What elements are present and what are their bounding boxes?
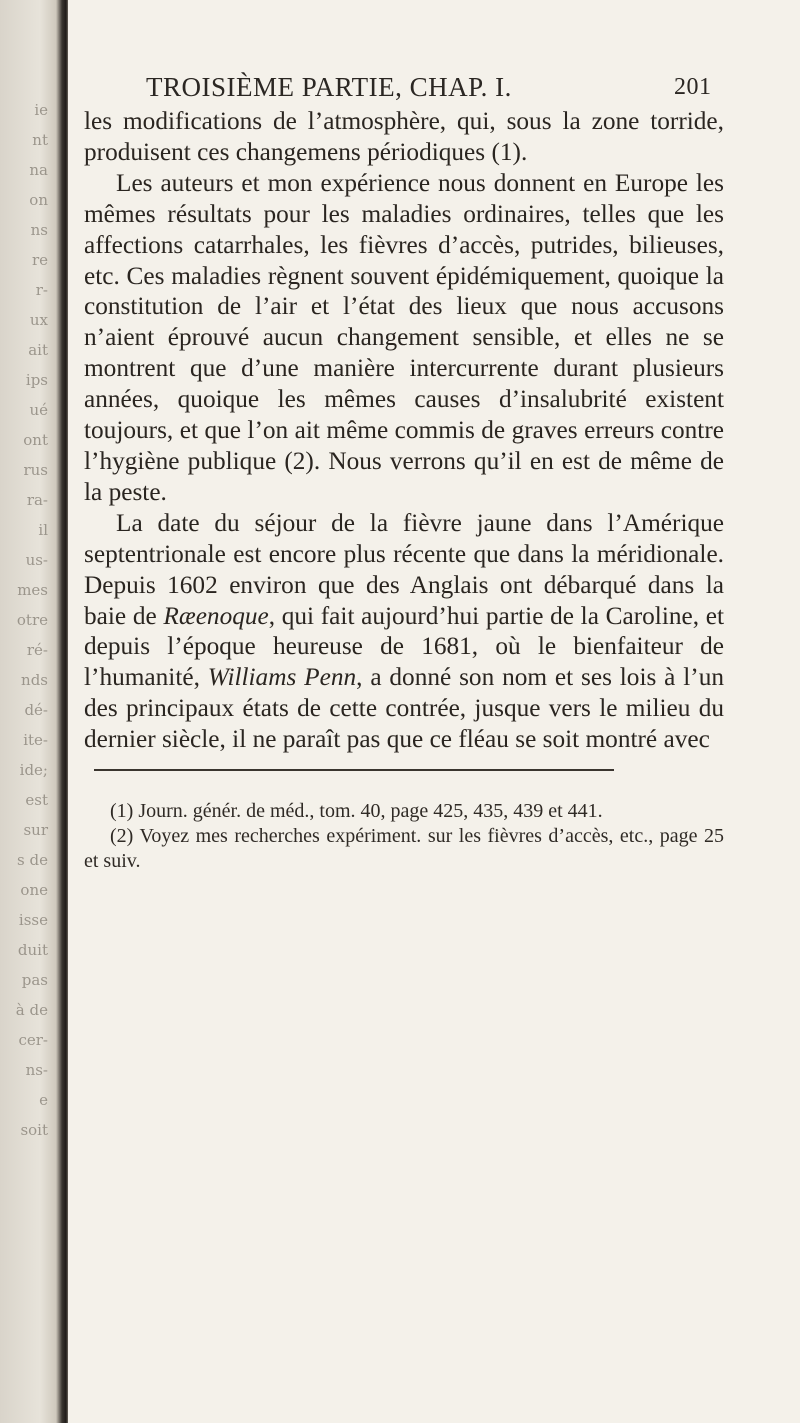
- bleed-fragment: ué: [29, 401, 48, 419]
- bleed-fragment: soit: [20, 1121, 48, 1139]
- bleed-fragment: ips: [25, 371, 48, 389]
- bleed-fragment: ite-: [23, 731, 48, 749]
- bleed-fragment: ont: [23, 431, 48, 449]
- book-page: [84, 70, 784, 874]
- bleed-fragment: s de: [17, 851, 48, 869]
- bleed-fragment: on: [29, 191, 48, 209]
- running-head-title: TROISIÈME PARTIE, CHAP. I.: [146, 72, 512, 102]
- bleed-fragment: na: [29, 161, 48, 179]
- bleed-fragment: e: [39, 1091, 48, 1109]
- text-run: les modifications de l’atmosphère, qui, sous la zone torride, produisent ces changemens périodiques (1).: [84, 107, 724, 166]
- bleed-through-text: [2, 95, 48, 1145]
- paragraph: [84, 168, 724, 508]
- bleed-fragment: il: [38, 521, 48, 539]
- footnote-rule: [94, 769, 614, 771]
- bleed-fragment: otre: [16, 611, 48, 629]
- bleed-fragment: pas: [21, 971, 48, 989]
- page-number: 201: [674, 74, 712, 100]
- bleed-fragment: est: [25, 791, 48, 809]
- bleed-fragment: duit: [17, 941, 48, 959]
- footnote-2: (2) Voyez mes recherches expériment. sur les fièvres d’accès, etc., page 25 et suiv.: [84, 825, 724, 873]
- bleed-fragment: isse: [18, 911, 48, 929]
- bleed-fragment: nt: [32, 131, 48, 149]
- paragraph: [84, 508, 724, 755]
- text-run: La date du séjour de la fièvre jaune dans l’Amérique septentrionale est encore plus récente que dans la méridionale. Depuis 1602 environ que des Anglais ont débarqué dans la baie de: [84, 508, 724, 630]
- bleed-fragment: ns-: [25, 1061, 48, 1079]
- bleed-fragment: ux: [29, 311, 48, 329]
- text-run: , a donné son nom et ses lois à l’un des principaux états de cette contrée, jusque vers le milieu du dernier siècle, il ne paraît pas que ce fléau se soit montré avec: [84, 663, 724, 754]
- bleed-fragment: r-: [35, 281, 48, 299]
- text-run: , qui fait aujourd’hui partie de la Caroline, et depuis l’époque heureuse de 1681, où le bienfaiteur de l’humanité,: [84, 601, 724, 692]
- text-run: Les auteurs et mon expérience nous donnent en Europe les mêmes résultats pour les maladies ordinaires, telles que les affections catarrhales, les fièvres d’accès, putrides, bilieuses, etc. Ces maladies règnent souvent épidémiquement, quoique la constitution de l’air et l’état des lieux que nous accusons n’aient éprouvé aucun changement sensible, et elles ne se montrent que d’une manière intercurrente durant plusieurs années, quoique les mêmes causes d’insalubrité existent toujours, et que l’on ait même commis de graves erreurs contre l’hygiène publique (2). Nous verrons qu’il en est de même de la peste.: [84, 168, 724, 506]
- footnote-1: (1) Journ. génér. de méd., tom. 40, page 425, 435, 439 et 441.: [110, 800, 603, 823]
- paragraph: [84, 106, 724, 168]
- bleed-fragment: mes: [17, 581, 48, 599]
- bleed-fragment: ns: [30, 221, 48, 239]
- bleed-fragment: ie: [34, 101, 48, 119]
- bleed-fragment: ide;: [19, 761, 48, 779]
- bleed-fragment: us-: [25, 551, 48, 569]
- footnotes: [84, 799, 724, 874]
- bleed-fragment: cer-: [18, 1031, 48, 1049]
- italic-text: Ræenoque: [163, 601, 269, 630]
- running-head: [84, 70, 784, 106]
- italic-text: Williams Penn: [207, 663, 357, 692]
- bleed-fragment: re: [31, 251, 48, 269]
- bleed-fragment: ra-: [26, 491, 48, 509]
- body-text: [84, 106, 724, 755]
- bleed-fragment: sur: [23, 821, 48, 839]
- bleed-fragment: ait: [28, 341, 48, 359]
- bleed-fragment: rus: [23, 461, 48, 479]
- bleed-fragment: one: [20, 881, 48, 899]
- bleed-fragment: nds: [21, 671, 48, 689]
- bleed-fragment: ré-: [26, 641, 48, 659]
- bleed-fragment: dé-: [24, 701, 48, 719]
- bleed-fragment: à de: [15, 1001, 48, 1019]
